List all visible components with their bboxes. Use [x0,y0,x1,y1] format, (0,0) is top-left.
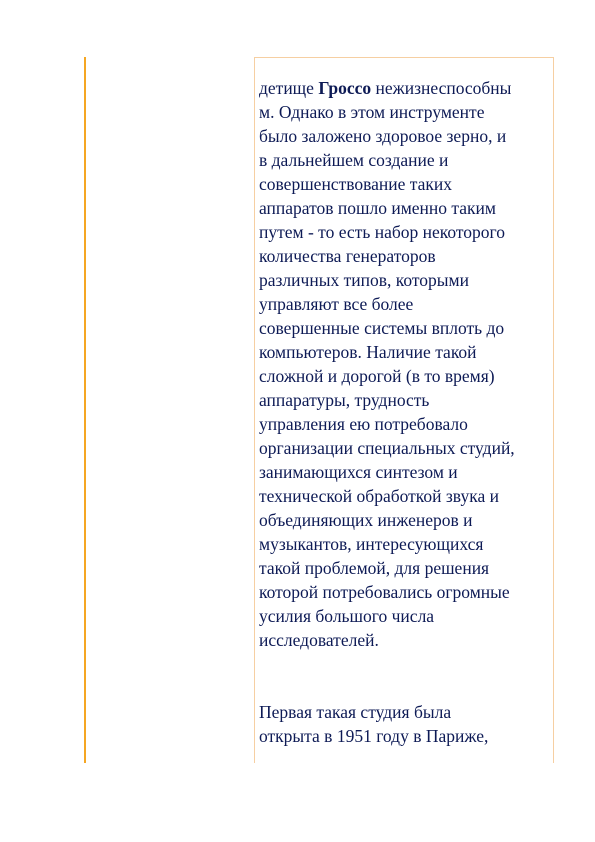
paragraph-1-line: такой проблемой, для решения [259,558,490,578]
line-1-end: нежизнеспособны [371,78,512,98]
paragraph-1-line: объединяющих инженеров и [259,510,473,530]
paragraph-1-line: технической обработкой звука и [259,486,499,506]
paragraph-1-line: музыкантов, интересующихся [259,534,484,554]
paragraph-1-line: совершенные системы вплоть до [259,318,505,338]
paragraph-1-line: занимающихся синтезом и [259,462,458,482]
paragraph-2-line: Первая такая студия была [259,702,452,722]
paragraph-1-line: сложной и дорогой (в то время) [259,366,495,386]
paragraph-1-line: компьютеров. Наличие такой [259,342,477,362]
bold-name-grosso: Гроссо [318,78,372,98]
paragraph-1-line: аппаратуры, трудность [259,390,430,410]
left-margin-rule [84,57,86,763]
paragraph-1-line-1 [259,76,549,100]
paragraph-1-line: было заложено здоровое зерно, и [259,126,507,146]
paragraph-1-line: исследователей. [259,630,379,650]
paragraph-1-line: которой потребовались огромные [259,582,510,602]
paragraph-1-line: управляют все более [259,294,414,314]
paragraph-1-line: путем - то есть набор некоторого [259,222,506,242]
paragraph-1-line: аппаратов пошло именно таким [259,198,496,218]
paragraph-spacer [259,652,549,700]
paragraph-1-line: различных типов, которыми [259,270,469,290]
paragraph-1-line: совершенствование таких [259,174,453,194]
text-body [259,76,549,748]
paragraph-1-line: количества генераторов [259,246,436,266]
paragraph-1-line: управления ею потребовало [259,414,468,434]
paragraph-1-line: в дальнейшем создание и [259,150,449,170]
paragraph-1-line: организации специальных студий, [259,438,515,458]
paragraph-1-line: усилия большого числа [259,606,435,626]
paragraph-2-line: открыта в 1951 году в Париже, [259,726,489,746]
paragraph-1-line: м. Однако в этом инструменте [259,102,485,122]
line-1-start: детище [259,78,319,98]
